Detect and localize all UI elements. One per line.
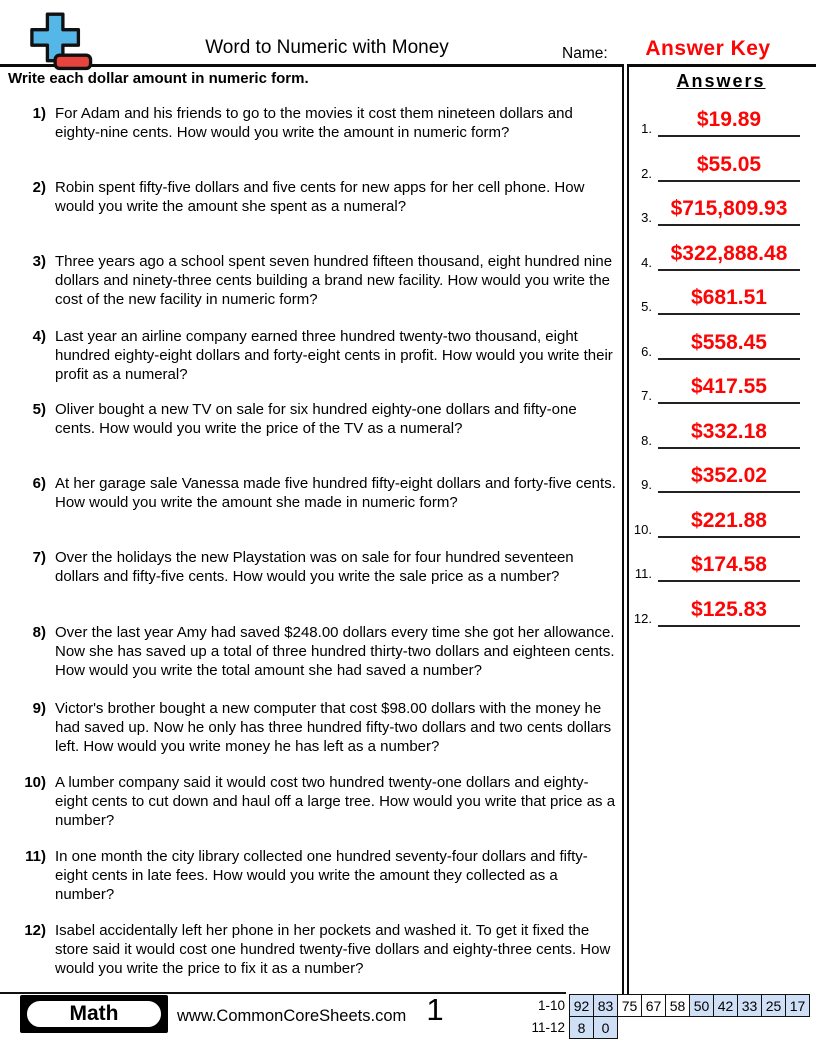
- answer-number: 6.: [641, 344, 652, 359]
- problem-number: 9): [32, 700, 46, 717]
- score-cell: 25: [762, 995, 786, 1017]
- answer-7: [628, 374, 812, 404]
- problem-10: [10, 773, 622, 830]
- answer-number: 11.: [634, 566, 652, 581]
- problem-number: 12): [24, 922, 46, 939]
- score-grid: [521, 994, 810, 1039]
- answer-6: [628, 330, 812, 360]
- answer-number: 3.: [641, 210, 652, 225]
- score-cell: 75: [618, 995, 642, 1017]
- answer-1: [628, 107, 812, 137]
- name-value-answer-key: Answer Key: [645, 37, 771, 60]
- answer-value: $322,888.48: [658, 242, 800, 271]
- score-row-label: 11-12: [521, 1017, 570, 1039]
- answer-3: [628, 196, 812, 226]
- answer-8: [628, 419, 812, 449]
- score-cell: 58: [666, 995, 690, 1017]
- answer-value: $55.05: [658, 153, 800, 182]
- answer-number: 2.: [641, 166, 652, 181]
- score-cell: 83: [594, 995, 618, 1017]
- answer-value: $681.51: [658, 286, 800, 315]
- problem-number: 5): [32, 401, 46, 418]
- problem-1: [10, 104, 622, 142]
- problem-number: 7): [32, 549, 46, 566]
- problem-11: [10, 847, 622, 904]
- website-text: www.CommonCoreSheets.com: [177, 1007, 407, 1025]
- problem-text: Over the holidays the new Playstation was on sale for four hundred seventeen dollars and fifty-five cents. How would you write the sale price as a number?: [55, 549, 574, 585]
- answer-number: 4.: [641, 255, 652, 270]
- instruction-text: Write each dollar amount in numeric form.: [8, 70, 309, 87]
- page-number: 1: [426, 992, 444, 1027]
- problem-number: 11): [25, 848, 46, 865]
- problem-number: 10): [24, 774, 46, 791]
- answer-2: [628, 152, 812, 182]
- problem-text: Robin spent fifty-five dollars and five cents for new apps for her cell phone. How would you write the amount she spent as a numeral?: [55, 179, 585, 215]
- problem-number: 8): [32, 624, 46, 641]
- subject-label: Math: [25, 999, 163, 1029]
- problem-text: In one month the city library collected one hundred seventy-four dollars and fifty-eight cents in late fees. How would you write the amount they collected as a number?: [55, 848, 588, 903]
- answer-value: $19.89: [658, 108, 800, 137]
- answer-value: $125.83: [658, 598, 800, 627]
- score-cell: 42: [714, 995, 738, 1017]
- score-cell: 92: [570, 995, 594, 1017]
- answer-value: $352.02: [658, 464, 800, 493]
- problem-text: Oliver bought a new TV on sale for six hundred eighty-one dollars and fifty-one cents. How would you write the price of the TV as a numeral?: [55, 401, 577, 437]
- answer-11: [628, 552, 812, 582]
- problem-4: [10, 327, 622, 384]
- plus-minus-math-icon: [24, 12, 104, 74]
- answer-12: [628, 597, 812, 627]
- subject-badge: [20, 995, 168, 1033]
- problem-text: Isabel accidentally left her phone in her pockets and washed it. To get it fixed the store said it would cost one hundred twenty-five dollars and eighty-three cents. How would you write the price to fix it as a number?: [55, 922, 611, 977]
- answer-value: $715,809.93: [658, 197, 800, 226]
- answer-number: 12.: [633, 611, 652, 626]
- answer-value: $221.88: [658, 509, 800, 538]
- problem-text: Victor's brother bought a new computer that cost $98.00 dollars with the money he had saved up. Now he only has three hundred fifty-two dollars and two cents dollars left. How would you write money he has left as a number?: [55, 700, 612, 755]
- problem-text: For Adam and his friends to go to the movies it cost them nineteen dollars and eighty-nine cents. How would you write the amount in numeric form?: [55, 105, 573, 141]
- score-cell: 33: [738, 995, 762, 1017]
- answer-number: 7.: [641, 388, 652, 403]
- problem-3: [10, 252, 622, 309]
- score-cell: 8: [570, 1017, 594, 1039]
- answer-value: $558.45: [658, 331, 800, 360]
- answer-number: 1.: [641, 121, 652, 136]
- name-label: Name:: [562, 45, 608, 62]
- answer-number: 9.: [641, 477, 652, 492]
- answer-number: 5.: [641, 299, 652, 314]
- problem-12: [10, 921, 622, 978]
- problem-number: 2): [32, 179, 46, 196]
- score-cell: 67: [642, 995, 666, 1017]
- problem-5: [10, 400, 622, 438]
- problem-text: At her garage sale Vanessa made five hundred fifty-eight dollars and forty-five cents. How would you write the amount she made in numeric form?: [55, 475, 616, 511]
- problem-number: 1): [32, 105, 46, 122]
- problem-text: Last year an airline company earned three hundred twenty-two thousand, eight hundred eighty-eight dollars and forty-eight cents in profit. How would you write their profit as a numeral?: [55, 328, 613, 383]
- problem-number: 4): [32, 328, 46, 345]
- problem-2: [10, 178, 622, 216]
- answer-10: [628, 508, 812, 538]
- footer-divider-line: [0, 992, 566, 994]
- score-grid-row-1: [521, 995, 810, 1017]
- score-grid-row-2: [521, 1017, 810, 1039]
- problem-number: 3): [32, 253, 46, 270]
- page-title: Word to Numeric with Money: [205, 37, 449, 58]
- answer-number: 8.: [641, 433, 652, 448]
- problem-text: A lumber company said it would cost two hundred twenty-one dollars and eighty-eight cents to cut down and haul off a large tree. How would you write that price as a number?: [55, 774, 616, 829]
- answers-header: Answers: [676, 71, 766, 91]
- answer-9: [628, 463, 812, 493]
- problem-8: [10, 623, 622, 680]
- answer-5: [628, 285, 812, 315]
- answer-value: $417.55: [658, 375, 800, 404]
- answer-value: $174.58: [658, 553, 800, 582]
- score-cell: 50: [690, 995, 714, 1017]
- minus-icon: [55, 55, 90, 68]
- commoncoresheets-logo: [24, 12, 104, 74]
- answer-value: $332.18: [658, 420, 800, 449]
- score-cell: 0: [594, 1017, 618, 1039]
- problem-6: [10, 474, 622, 512]
- score-cell: 17: [786, 995, 810, 1017]
- problem-9: [10, 699, 622, 756]
- problem-text: Three years ago a school spent seven hundred fifteen thousand, eight hundred nine dollars and ninety-three cents building a brand new facility. How would you write the cost of the new facility in numeric form?: [55, 253, 613, 308]
- answer-number: 10.: [633, 522, 652, 537]
- problem-text: Over the last year Amy had saved $248.00 dollars every time she got her allowance. Now she has saved up a total of three hundred thirty-two dollars and eighteen cents. How would you write the total amount she had saved a number?: [55, 624, 615, 679]
- problem-7: [10, 548, 622, 586]
- score-row-label: 1-10: [521, 995, 570, 1017]
- answer-4: [628, 241, 812, 271]
- problem-number: 6): [32, 475, 46, 492]
